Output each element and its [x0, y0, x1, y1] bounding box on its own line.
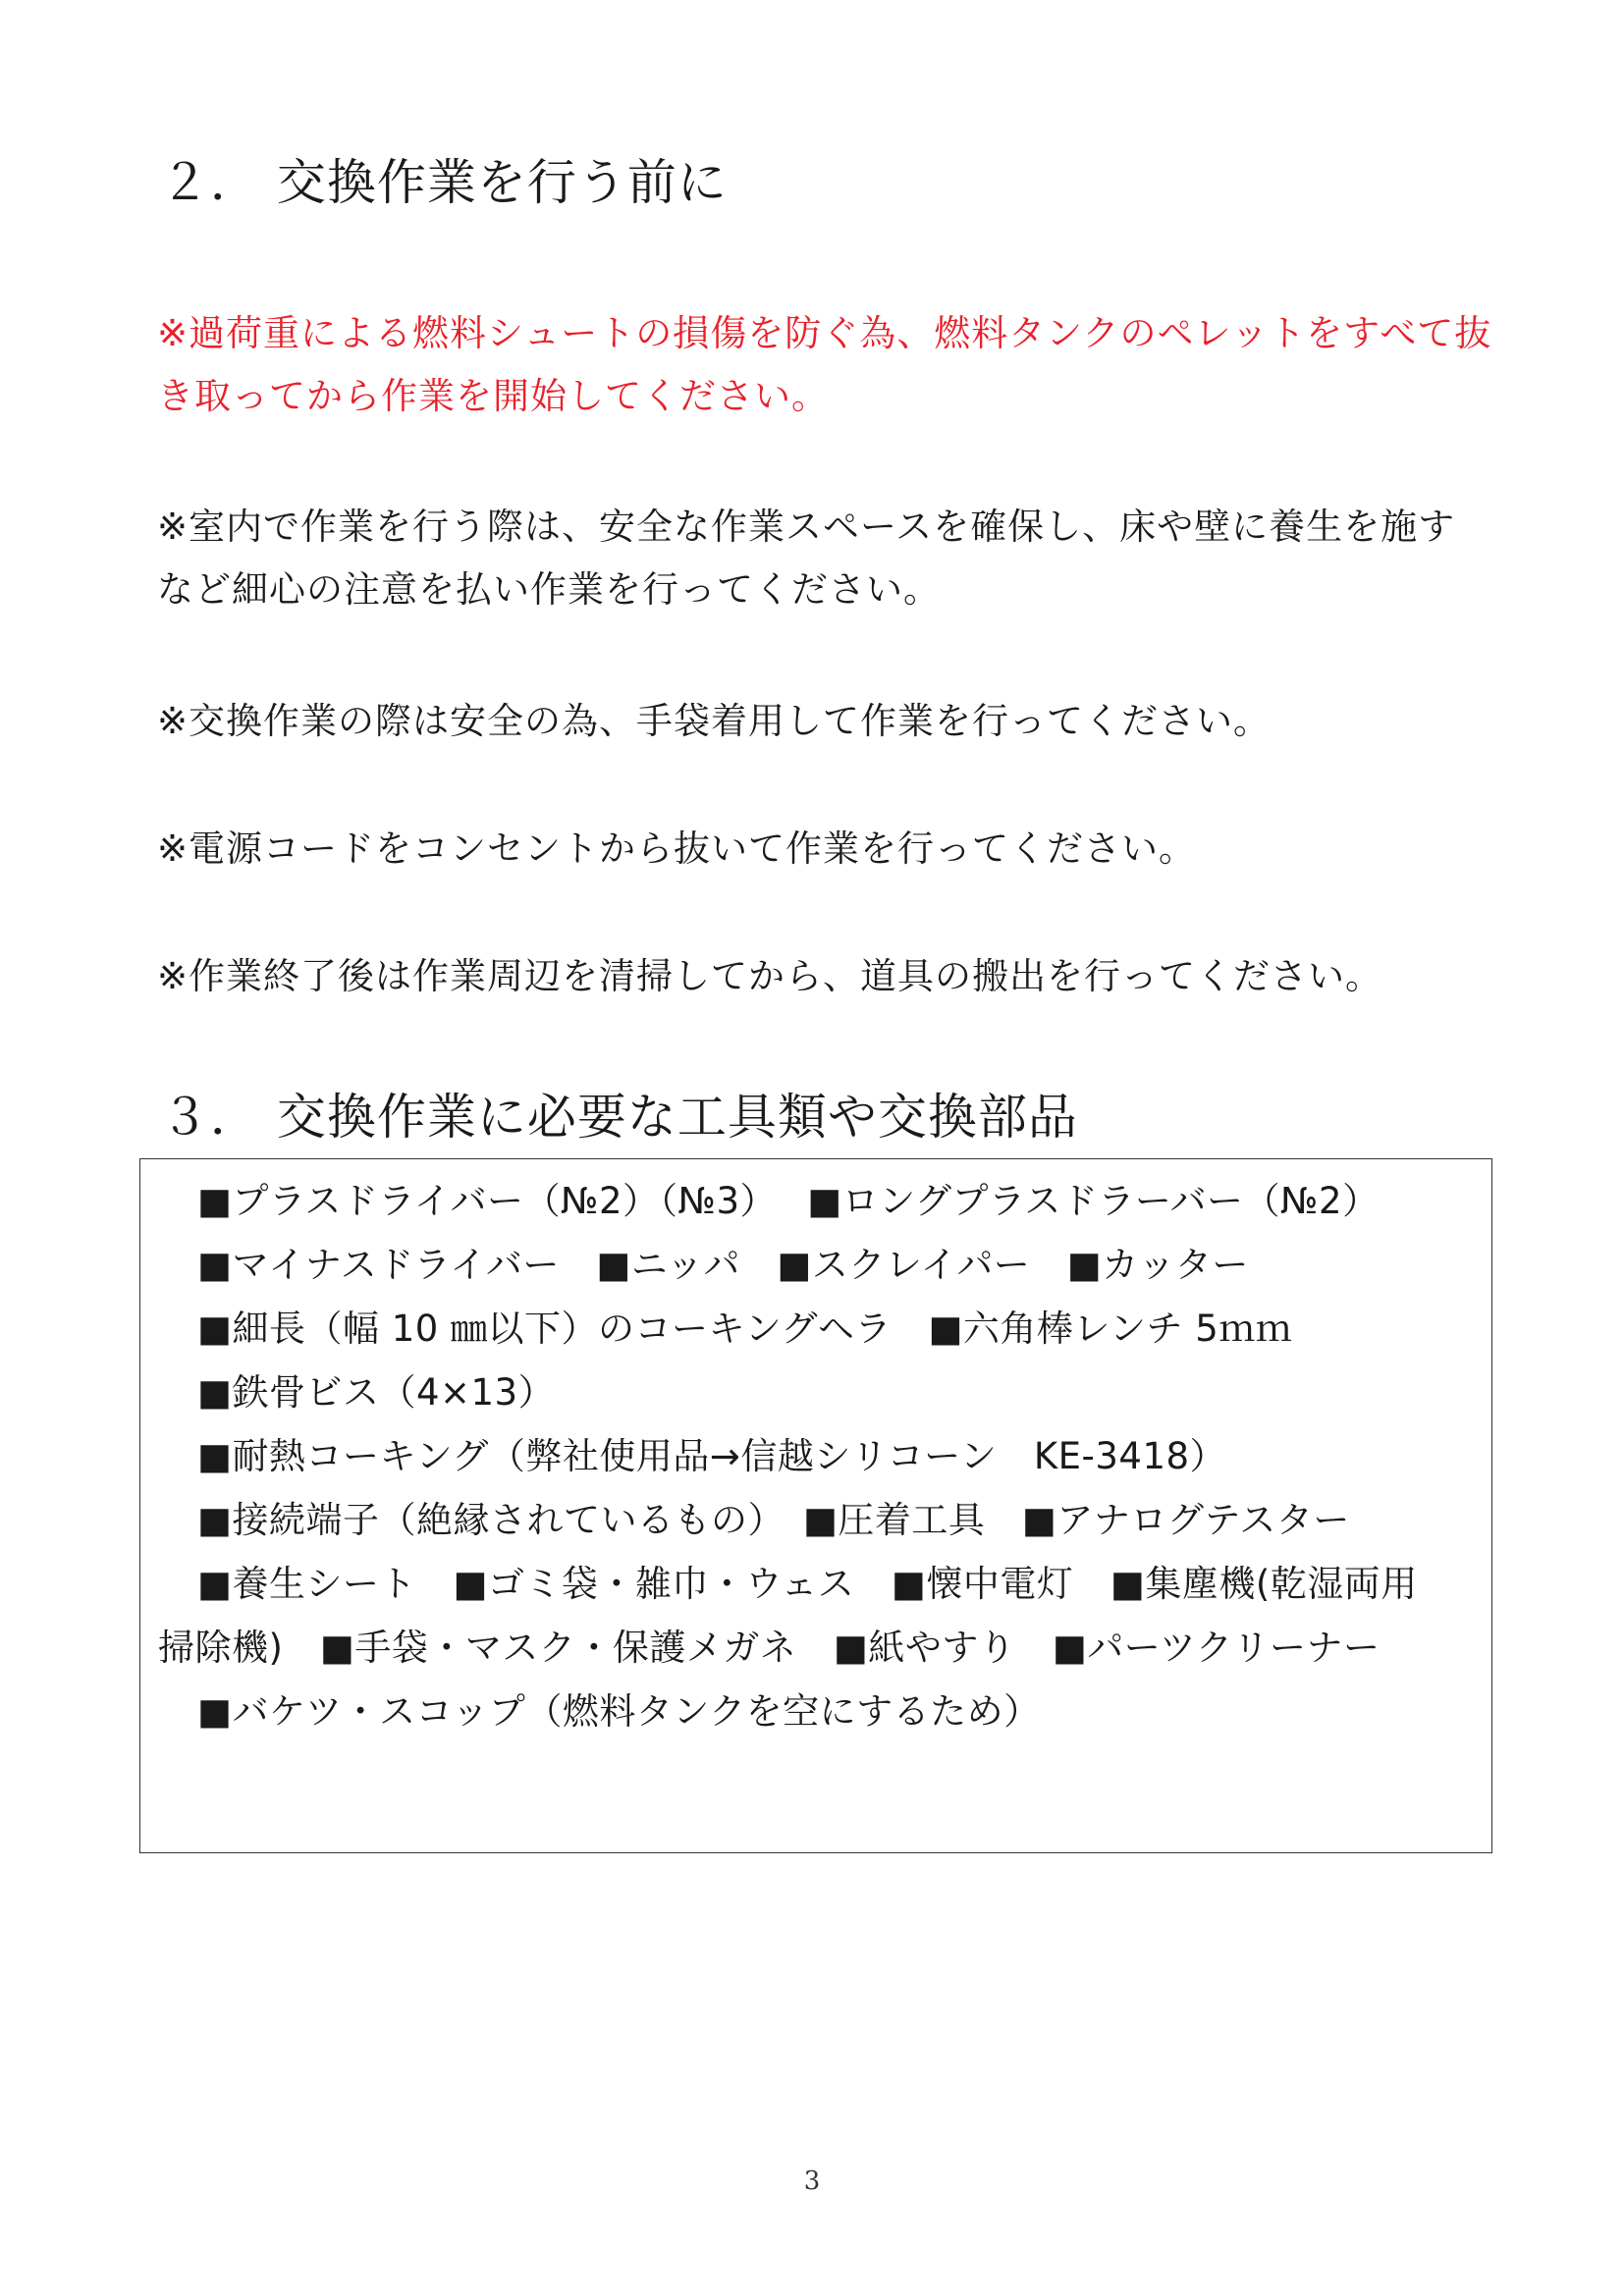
section-2-heading: ２． 交換作業を行う前に: [160, 154, 728, 211]
page-number: 3: [803, 2166, 821, 2196]
tools-line-cleaning: ■養生シート ■ゴミ袋・雑巾・ウェス ■懐中電灯 ■集塵機(乾湿両用: [197, 1563, 1418, 1605]
tools-line-caulking: ■耐熱コーキング（弊社使用品→信越シリコーン KE-3418）: [197, 1435, 1227, 1477]
tools-line-spatula-wrench: ■細長（幅 10 ㎜以下）のコーキングヘラ ■六角棒レンチ 5ｍｍ: [197, 1308, 1293, 1350]
tools-line-hand-tools: ■マイナスドライバー ■ニッパ ■スクレイパー ■カッター: [197, 1244, 1249, 1286]
note-clean-up: ※作業終了後は作業周辺を清掃してから、道具の搬出を行ってください。: [157, 955, 1382, 997]
tools-line-screwdrivers: ■プラスドライバー（№2）（№3） ■ロングプラスドラーバー（№2）: [197, 1180, 1380, 1222]
tools-line-electrical: ■接続端子（絶縁されているもの） ■圧着工具 ■アナログテスター: [197, 1499, 1350, 1541]
tools-line-screws: ■鉄骨ビス（4×13）: [197, 1371, 556, 1414]
note-wear-gloves: ※交換作業の際は安全の為、手袋着用して作業を行ってください。: [157, 700, 1272, 742]
tools-line-cleaning-continued: 掃除機) ■手袋・マスク・保護メガネ ■紙やすり ■パーツクリーナー: [158, 1627, 1380, 1669]
tools-list: [158, 1169, 1479, 1743]
note-indoor-protection: ※室内で作業を行う際は、安全な作業スペースを確保し、床や壁に養生を施すなど細心の注意を払い作業を行ってください。: [157, 506, 1456, 611]
note-unplug-power: ※電源コードをコンセントから抜いて作業を行ってください。: [157, 828, 1197, 870]
tools-line-bucket: ■バケツ・スコップ（燃料タンクを空にするため）: [197, 1690, 1041, 1733]
warning-note-empty-tank: ※過荷重による燃料シュートの損傷を防ぐ為、燃料タンクのペレットをすべて抜き取ってから作業を開始してください。: [157, 312, 1492, 417]
section-3-heading: ３． 交換作業に必要な工具類や交換部品: [160, 1089, 1078, 1146]
tools-list-box: [139, 1158, 1492, 1853]
